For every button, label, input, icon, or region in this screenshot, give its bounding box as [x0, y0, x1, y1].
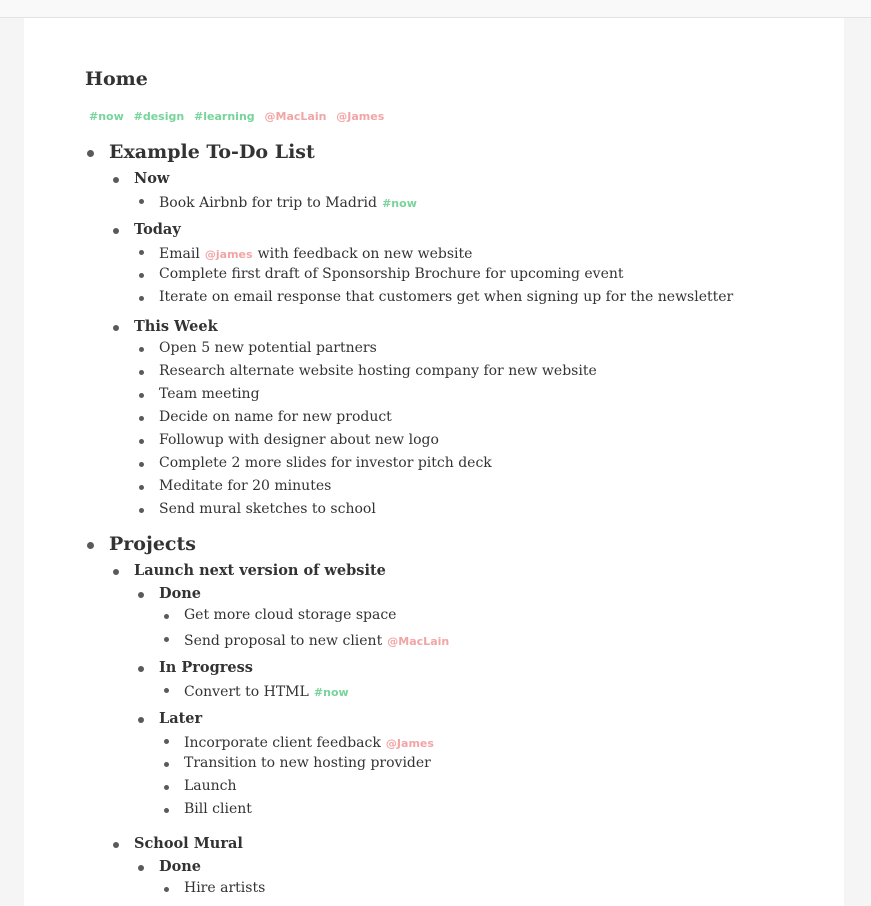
- bullet-icon[interactable]: [87, 150, 94, 157]
- bullet-icon[interactable]: [164, 739, 169, 744]
- list-item[interactable]: Email @james with feedback on new website: [159, 246, 473, 262]
- list-item[interactable]: Book Airbnb for trip to Madrid #now: [159, 195, 417, 211]
- tag-design[interactable]: #design: [133, 110, 185, 123]
- list-item[interactable]: Convert to HTML #now: [184, 684, 349, 700]
- tag-now[interactable]: #now: [89, 110, 124, 123]
- list-item[interactable]: Launch: [184, 778, 237, 794]
- tag-now[interactable]: #now: [313, 686, 349, 699]
- bullet-icon[interactable]: [164, 887, 169, 892]
- bullet-icon[interactable]: [139, 273, 144, 278]
- list-item-now[interactable]: Now: [134, 170, 170, 187]
- list-item-later[interactable]: Later: [159, 710, 203, 727]
- bullet-icon[interactable]: [139, 199, 144, 204]
- bullet-icon[interactable]: [164, 762, 169, 767]
- bullet-icon[interactable]: [164, 637, 169, 642]
- list-item-in-progress[interactable]: In Progress: [159, 659, 253, 676]
- bullet-icon[interactable]: [113, 569, 119, 575]
- bullet-icon[interactable]: [164, 785, 169, 790]
- bullet-icon[interactable]: [139, 508, 144, 513]
- list-item[interactable]: Followup with designer about new logo: [159, 432, 439, 448]
- list-item[interactable]: Get more cloud storage space: [184, 607, 397, 623]
- bullet-icon[interactable]: [139, 393, 144, 398]
- bullet-icon[interactable]: [139, 485, 144, 490]
- mention-maclain[interactable]: @MacLain: [264, 110, 327, 123]
- bullet-icon[interactable]: [139, 462, 144, 467]
- bullet-icon[interactable]: [139, 439, 144, 444]
- bullet-icon[interactable]: [139, 250, 144, 255]
- mention-maclain[interactable]: @MacLain: [387, 635, 450, 648]
- bullet-icon[interactable]: [139, 370, 144, 375]
- outline-page: [24, 18, 844, 906]
- list-item[interactable]: Open 5 new potential partners: [159, 340, 377, 356]
- bullet-icon[interactable]: [113, 842, 119, 848]
- tag-learning[interactable]: #learning: [194, 110, 255, 123]
- bullet-icon[interactable]: [113, 325, 119, 331]
- bullet-icon[interactable]: [139, 347, 144, 352]
- page-title[interactable]: Home: [85, 68, 148, 90]
- list-item-school-mural[interactable]: School Mural: [134, 835, 243, 852]
- list-item-launch-website[interactable]: Launch next version of website: [134, 562, 386, 579]
- list-item[interactable]: Incorporate client feedback @James: [184, 735, 434, 751]
- bullet-icon[interactable]: [139, 296, 144, 301]
- list-item-done[interactable]: Done: [159, 585, 202, 602]
- list-item[interactable]: Send mural sketches to school: [159, 501, 376, 517]
- list-item[interactable]: Complete first draft of Sponsorship Brochure for upcoming event: [159, 266, 624, 282]
- list-item-done[interactable]: Done: [159, 858, 202, 875]
- list-item-today[interactable]: Today: [134, 221, 181, 238]
- bullet-icon[interactable]: [164, 808, 169, 813]
- list-item[interactable]: Bill client: [184, 801, 252, 817]
- top-toolbar: [0, 0, 871, 18]
- list-item[interactable]: Hire artists: [184, 880, 266, 896]
- list-item-this-week[interactable]: This Week: [134, 318, 218, 335]
- list-item-todo-list[interactable]: Example To-Do List: [109, 141, 315, 163]
- bullet-icon[interactable]: [139, 416, 144, 421]
- bullet-icon[interactable]: [164, 688, 169, 693]
- bullet-icon[interactable]: [138, 717, 144, 723]
- bullet-icon[interactable]: [138, 592, 144, 598]
- list-item[interactable]: Complete 2 more slides for investor pitch deck: [159, 455, 492, 471]
- tag-bar: [89, 110, 390, 123]
- bullet-icon[interactable]: [113, 177, 119, 183]
- list-item[interactable]: Meditate for 20 minutes: [159, 478, 332, 494]
- list-item[interactable]: Iterate on email response that customers get when signing up for the newsletter: [159, 289, 734, 305]
- bullet-icon[interactable]: [113, 228, 119, 234]
- mention-james[interactable]: @James: [385, 737, 434, 750]
- bullet-icon[interactable]: [87, 542, 94, 549]
- bullet-icon[interactable]: [164, 614, 169, 619]
- bullet-icon[interactable]: [138, 865, 144, 871]
- list-item-projects[interactable]: Projects: [109, 533, 196, 555]
- bullet-icon[interactable]: [138, 666, 144, 672]
- list-item[interactable]: Decide on name for new product: [159, 409, 392, 425]
- tag-now[interactable]: #now: [382, 197, 417, 210]
- mention-james[interactable]: @James: [336, 110, 385, 123]
- mention-james[interactable]: @james: [204, 248, 253, 261]
- list-item[interactable]: Team meeting: [159, 386, 260, 402]
- list-item[interactable]: Transition to new hosting provider: [184, 755, 431, 771]
- list-item[interactable]: Send proposal to new client @MacLain: [184, 633, 450, 649]
- list-item[interactable]: Research alternate website hosting company for new website: [159, 363, 597, 379]
